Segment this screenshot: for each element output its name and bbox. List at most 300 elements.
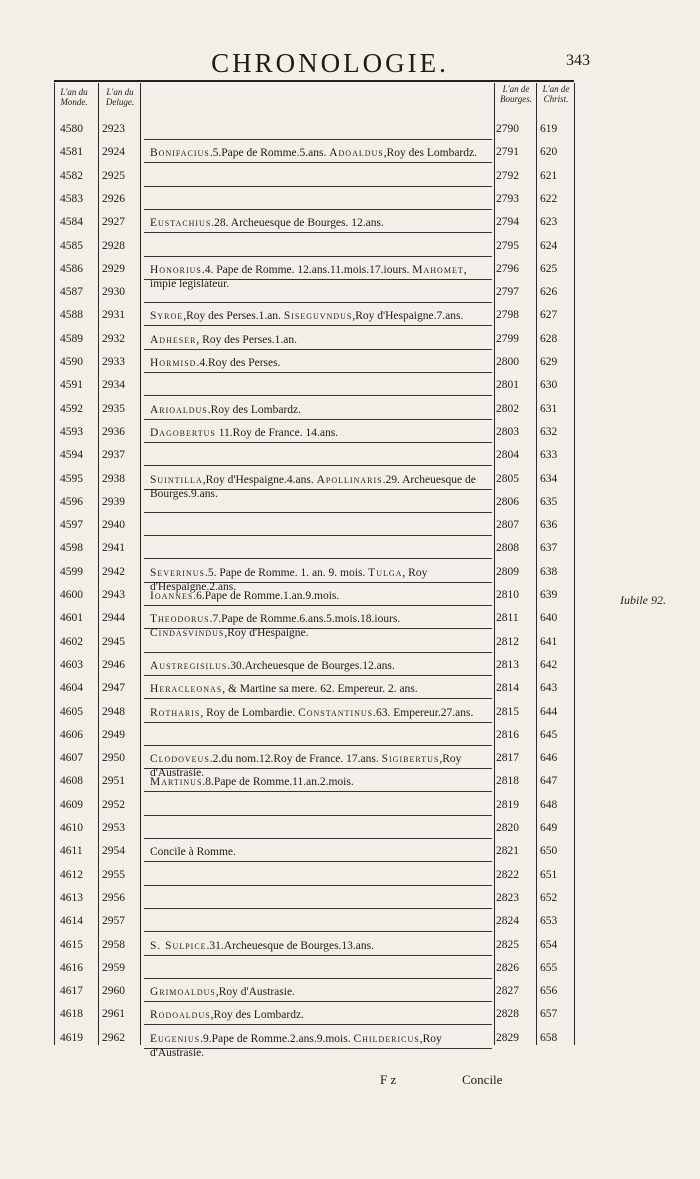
year-of-christ: 628 xyxy=(540,332,558,345)
year-of-bourges: 2821 xyxy=(496,845,519,858)
entry-detail-2: ,Roy d'Austrasie. xyxy=(150,1032,442,1059)
entry-detail: Concile à Romme. xyxy=(150,846,236,859)
entry-name-2: Constantinus xyxy=(298,706,374,719)
entry-name-2: Adoaldus xyxy=(329,147,384,160)
table-row xyxy=(54,516,574,536)
year-of-deluge: 2936 xyxy=(102,425,125,438)
year-of-christ: 642 xyxy=(540,658,558,671)
year-of-deluge: 2934 xyxy=(102,379,125,392)
year-of-bourges: 2792 xyxy=(496,169,519,182)
year-of-deluge: 2950 xyxy=(102,752,125,765)
year-of-bourges: 2823 xyxy=(496,891,519,904)
year-of-deluge: 2933 xyxy=(102,356,125,368)
row-rule xyxy=(144,675,492,676)
entry-name-2: Childericus xyxy=(353,1032,420,1045)
table-row xyxy=(54,796,574,816)
year-of-world: 4587 xyxy=(60,286,83,299)
year-of-deluge: 2939 xyxy=(102,495,125,508)
entry-text xyxy=(150,589,488,603)
year-of-christ: 630 xyxy=(540,379,558,392)
year-of-bourges: 2820 xyxy=(496,822,519,834)
entry-text xyxy=(150,216,488,230)
page-title: CHRONOLOGIE. xyxy=(211,48,449,78)
entry-text xyxy=(150,659,488,673)
year-of-bourges: 2810 xyxy=(496,589,519,601)
year-of-bourges: 2817 xyxy=(496,752,519,765)
year-of-world: 4594 xyxy=(60,449,83,462)
year-of-bourges: 2803 xyxy=(496,425,519,438)
year-of-bourges: 2826 xyxy=(496,961,519,974)
year-of-christ: 639 xyxy=(540,589,558,601)
year-of-deluge: 2930 xyxy=(102,286,125,299)
year-of-christ: 624 xyxy=(540,239,558,252)
row-rule xyxy=(144,302,492,303)
year-of-bourges: 2825 xyxy=(496,938,519,951)
year-of-world: 4582 xyxy=(60,169,83,182)
year-of-bourges: 2790 xyxy=(496,123,519,135)
year-of-bourges: 2793 xyxy=(496,192,519,205)
col-header-monde: L'an du Monde. xyxy=(60,87,88,107)
row-rule xyxy=(144,908,492,909)
table-row xyxy=(54,819,574,839)
year-of-christ: 658 xyxy=(540,1031,558,1044)
year-of-world: 4600 xyxy=(60,589,83,601)
year-of-bourges: 2816 xyxy=(496,728,519,741)
year-of-deluge: 2923 xyxy=(102,123,125,135)
year-of-bourges: 2799 xyxy=(496,332,519,345)
entry-name: Eustachius xyxy=(150,217,212,230)
year-of-bourges: 2797 xyxy=(496,286,519,299)
entry-detail: .30.Archeuesque de Bourges.12.ans. xyxy=(227,659,395,672)
entry-text xyxy=(150,1008,488,1022)
year-of-world: 4615 xyxy=(60,938,83,951)
year-of-world: 4604 xyxy=(60,682,83,695)
year-of-deluge: 2954 xyxy=(102,845,125,858)
table-row xyxy=(54,237,574,257)
entry-name: Suintilla xyxy=(150,473,203,486)
year-of-bourges: 2813 xyxy=(496,658,519,671)
year-of-world: 4580 xyxy=(60,123,83,135)
row-rule xyxy=(144,978,492,979)
year-of-world: 4593 xyxy=(60,425,83,438)
table-row xyxy=(54,120,574,140)
entry-name-2: Siseguvndus xyxy=(283,310,353,323)
year-of-deluge: 2945 xyxy=(102,635,125,648)
entry-name: Rotharis xyxy=(150,706,201,719)
entry-detail: , Roy de Lombardie. xyxy=(200,706,299,719)
entry-text xyxy=(150,426,488,440)
page-number: 343 xyxy=(566,52,590,69)
row-rule xyxy=(144,162,492,163)
year-of-bourges: 2815 xyxy=(496,705,519,718)
year-of-world: 4596 xyxy=(60,495,83,508)
entry-detail: .5. Pape de Romme. 1. an. 9. mois. xyxy=(204,566,369,579)
year-of-world: 4619 xyxy=(60,1031,83,1044)
year-of-bourges: 2806 xyxy=(496,495,519,508)
year-of-world: 4597 xyxy=(60,519,83,532)
margin-note: Iubile 92. xyxy=(620,593,666,607)
entry-detail-2: .29. Archeuesque de Bourges.9.ans. xyxy=(150,473,476,500)
year-of-deluge: 2955 xyxy=(102,868,125,881)
year-of-world: 4613 xyxy=(60,891,83,904)
year-of-deluge: 2959 xyxy=(102,961,125,974)
year-of-bourges: 2800 xyxy=(496,356,519,368)
year-of-world: 4590 xyxy=(60,356,83,368)
year-of-christ: 632 xyxy=(540,425,558,438)
year-of-christ: 653 xyxy=(540,915,558,928)
entry-detail: .5.Pape de Romme.5.ans. xyxy=(209,147,330,160)
row-rule xyxy=(144,535,492,536)
entry-detail-2: , impie legislateur. xyxy=(150,263,467,290)
entry-detail: , Roy des Perses.1.an. xyxy=(196,333,298,346)
year-of-deluge: 2943 xyxy=(102,589,125,601)
year-of-christ: 625 xyxy=(540,262,558,275)
year-of-world: 4611 xyxy=(60,845,83,858)
year-of-bourges: 2791 xyxy=(496,146,519,159)
entry-detail: ,Roy d'Hespaigne.4.ans. xyxy=(202,473,317,486)
year-of-deluge: 2941 xyxy=(102,542,125,555)
row-rule xyxy=(144,442,492,443)
entry-text xyxy=(150,333,488,347)
catchword: Concile xyxy=(462,1072,503,1087)
year-of-world: 4589 xyxy=(60,332,83,345)
table-row xyxy=(54,376,574,396)
entry-name: Ioannes xyxy=(150,590,194,602)
year-of-bourges: 2808 xyxy=(496,542,519,555)
row-rule xyxy=(144,558,492,559)
header-rule xyxy=(54,80,574,82)
entry-text xyxy=(150,612,488,640)
entry-detail-2: ,Roy d'Austrasie. xyxy=(150,753,462,780)
entry-text xyxy=(150,939,488,953)
year-of-deluge: 2935 xyxy=(102,402,125,415)
year-of-world: 4599 xyxy=(60,565,83,578)
entry-name-2: Cindasvindus xyxy=(150,627,225,640)
entry-detail-2: .63. Empereur.27.ans. xyxy=(373,706,474,719)
year-of-world: 4602 xyxy=(60,635,83,648)
year-of-world: 4603 xyxy=(60,658,83,671)
entry-name: Honorius xyxy=(150,263,202,276)
entry-detail-2: , Roy d'Hespaigne.2.ans. xyxy=(150,566,428,593)
rule-right xyxy=(574,83,575,1045)
year-of-world: 4583 xyxy=(60,192,83,205)
year-of-christ: 620 xyxy=(540,146,558,159)
row-rule xyxy=(144,325,492,326)
year-of-christ: 656 xyxy=(540,985,558,998)
entry-text xyxy=(150,473,488,501)
year-of-world: 4584 xyxy=(60,216,83,229)
row-rule xyxy=(144,652,492,653)
year-of-christ: 652 xyxy=(540,891,558,904)
row-rule xyxy=(144,395,492,396)
year-of-world: 4585 xyxy=(60,239,83,252)
entry-detail: ,Roy des Perses.1.an. xyxy=(183,310,284,323)
year-of-deluge: 2942 xyxy=(102,565,125,578)
year-of-bourges: 2804 xyxy=(496,449,519,462)
year-of-christ: 657 xyxy=(540,1008,558,1021)
row-rule xyxy=(144,815,492,816)
entry-name: Eugenius xyxy=(150,1032,201,1045)
year-of-christ: 646 xyxy=(540,752,558,765)
year-of-deluge: 2938 xyxy=(102,472,125,485)
year-of-deluge: 2957 xyxy=(102,915,125,928)
year-of-christ: 633 xyxy=(540,449,558,462)
year-of-christ: 635 xyxy=(540,495,558,508)
year-of-bourges: 2809 xyxy=(496,565,519,578)
entry-name: Bonifacius xyxy=(150,147,210,160)
row-rule xyxy=(144,209,492,210)
row-rule xyxy=(144,605,492,606)
row-rule xyxy=(144,698,492,699)
year-of-bourges: 2805 xyxy=(496,472,519,485)
year-of-christ: 629 xyxy=(540,356,558,368)
entry-detail: .31.Archeuesque de Bourges.13.ans. xyxy=(206,939,375,952)
row-rule xyxy=(144,139,492,140)
entry-name: Dagobertus xyxy=(150,426,216,439)
year-of-deluge: 2931 xyxy=(102,309,125,322)
entry-detail: .8.Pape de Romme.11.an.2.mois. xyxy=(202,776,354,789)
entry-text xyxy=(150,309,488,323)
entry-text xyxy=(150,356,488,370)
year-of-bourges: 2807 xyxy=(496,519,519,532)
entry-name: Adheser xyxy=(150,333,197,346)
year-of-world: 4595 xyxy=(60,472,83,485)
entry-name: Theodorus xyxy=(150,613,210,626)
row-rule xyxy=(144,955,492,956)
entry-name: S. Sulpice xyxy=(150,939,207,952)
row-rule xyxy=(144,791,492,792)
entry-detail: .Roy des Lombardz. xyxy=(207,403,302,416)
entry-name: Rodoaldus xyxy=(150,1009,211,1022)
year-of-deluge: 2926 xyxy=(102,192,125,205)
row-rule xyxy=(144,186,492,187)
entry-detail: .4.Roy des Perses. xyxy=(196,357,281,369)
entry-detail: .2.du nom.12.Roy de France. 17.ans. xyxy=(209,753,382,766)
year-of-world: 4601 xyxy=(60,612,83,625)
year-of-bourges: 2794 xyxy=(496,216,519,229)
row-rule xyxy=(144,861,492,862)
signature-mark: F z xyxy=(380,1072,397,1087)
entry-detail: ,Roy des Lombardz. xyxy=(210,1009,304,1022)
year-of-christ: 622 xyxy=(540,192,558,205)
year-of-world: 4610 xyxy=(60,822,83,834)
year-of-bourges: 2814 xyxy=(496,682,519,695)
year-of-world: 4592 xyxy=(60,402,83,415)
entry-text xyxy=(150,682,488,696)
year-of-deluge: 2924 xyxy=(102,146,125,159)
year-of-christ: 648 xyxy=(540,798,558,811)
row-rule xyxy=(144,419,492,420)
year-of-world: 4608 xyxy=(60,775,83,788)
year-of-deluge: 2925 xyxy=(102,169,125,182)
col-header-christ: L'an de Christ. xyxy=(542,84,570,104)
year-of-deluge: 2956 xyxy=(102,891,125,904)
row-rule xyxy=(144,349,492,350)
row-rule xyxy=(144,722,492,723)
entry-name: Austregisilus xyxy=(150,659,228,672)
col-header-deluge: L'an du Deluge. xyxy=(105,87,135,107)
year-of-world: 4605 xyxy=(60,705,83,718)
year-of-bourges: 2822 xyxy=(496,868,519,881)
year-of-bourges: 2798 xyxy=(496,309,519,322)
year-of-christ: 641 xyxy=(540,635,558,648)
year-of-christ: 631 xyxy=(540,402,558,415)
row-rule xyxy=(144,885,492,886)
year-of-world: 4612 xyxy=(60,868,83,881)
year-of-deluge: 2944 xyxy=(102,612,125,625)
year-of-deluge: 2927 xyxy=(102,216,125,229)
year-of-christ: 619 xyxy=(540,123,558,135)
table-row xyxy=(54,446,574,466)
entry-detail-2: ,Roy des Lombardz. xyxy=(383,147,477,160)
entry-text xyxy=(150,263,488,291)
year-of-world: 4618 xyxy=(60,1008,83,1021)
year-of-world: 4598 xyxy=(60,542,83,555)
year-of-deluge: 2960 xyxy=(102,985,125,998)
year-of-bourges: 2818 xyxy=(496,775,519,788)
entry-detail: .7.Pape de Romme.6.ans.5.mois.18.iours. xyxy=(209,613,401,626)
row-rule xyxy=(144,465,492,466)
year-of-bourges: 2828 xyxy=(496,1008,519,1021)
year-of-deluge: 2947 xyxy=(102,682,125,695)
year-of-bourges: 2827 xyxy=(496,985,519,998)
year-of-christ: 654 xyxy=(540,938,558,951)
row-rule xyxy=(144,931,492,932)
year-of-christ: 627 xyxy=(540,309,558,322)
entry-text xyxy=(150,1032,488,1060)
year-of-christ: 636 xyxy=(540,519,558,532)
entry-name: Severinus xyxy=(150,566,205,579)
year-of-deluge: 2958 xyxy=(102,938,125,951)
entry-text xyxy=(150,706,488,720)
entry-detail-2: ,Roy d'Hespaigne. xyxy=(224,627,309,640)
year-of-christ: 643 xyxy=(540,682,558,695)
entry-detail: .6.Pape de Romme.1.an.9.mois. xyxy=(193,590,340,602)
entry-name: Martinus xyxy=(150,776,203,789)
year-of-christ: 640 xyxy=(540,612,558,625)
entry-name-2: Tulga xyxy=(368,566,403,579)
year-of-christ: 647 xyxy=(540,775,558,788)
entry-text xyxy=(150,403,488,417)
table-row xyxy=(54,889,574,909)
year-of-deluge: 2928 xyxy=(102,239,125,252)
entry-name: Arioaldus xyxy=(150,403,208,416)
year-of-deluge: 2946 xyxy=(102,658,125,671)
year-of-deluge: 2961 xyxy=(102,1008,125,1021)
year-of-world: 4614 xyxy=(60,915,83,928)
entry-text xyxy=(150,146,488,160)
row-rule xyxy=(144,372,492,373)
year-of-world: 4591 xyxy=(60,379,83,392)
year-of-christ: 645 xyxy=(540,728,558,741)
year-of-world: 4616 xyxy=(60,961,83,974)
year-of-deluge: 2962 xyxy=(102,1031,125,1044)
year-of-world: 4588 xyxy=(60,309,83,322)
year-of-deluge: 2949 xyxy=(102,728,125,741)
year-of-deluge: 2948 xyxy=(102,705,125,718)
year-of-world: 4586 xyxy=(60,262,83,275)
table-row xyxy=(54,726,574,746)
year-of-christ: 651 xyxy=(540,868,558,881)
year-of-bourges: 2819 xyxy=(496,798,519,811)
entry-detail-2: ,Roy d'Hespaigne.7.ans. xyxy=(352,310,464,323)
row-rule xyxy=(144,256,492,257)
year-of-christ: 626 xyxy=(540,286,558,299)
year-of-deluge: 2940 xyxy=(102,519,125,532)
row-rule xyxy=(144,838,492,839)
year-of-deluge: 2932 xyxy=(102,332,125,345)
year-of-bourges: 2801 xyxy=(496,379,519,392)
year-of-christ: 634 xyxy=(540,472,558,485)
entry-name: Syroe xyxy=(150,310,184,323)
year-of-christ: 621 xyxy=(540,169,558,182)
year-of-bourges: 2824 xyxy=(496,915,519,928)
year-of-christ: 644 xyxy=(540,705,558,718)
table-row xyxy=(54,866,574,886)
year-of-deluge: 2951 xyxy=(102,775,125,788)
entry-detail: .4. Pape de Romme. 12.ans.11.mois.17.iours. xyxy=(201,263,413,276)
year-of-world: 4606 xyxy=(60,728,83,741)
year-of-christ: 649 xyxy=(540,822,558,834)
year-of-deluge: 2937 xyxy=(102,449,125,462)
row-rule xyxy=(144,232,492,233)
year-of-bourges: 2795 xyxy=(496,239,519,252)
row-rule xyxy=(144,745,492,746)
year-of-bourges: 2802 xyxy=(496,402,519,415)
entry-name: Clodoveus xyxy=(150,753,210,766)
year-of-bourges: 2796 xyxy=(496,262,519,275)
row-rule xyxy=(144,1001,492,1002)
year-of-world: 4609 xyxy=(60,798,83,811)
entry-detail: ,Roy d'Austrasie. xyxy=(215,986,295,999)
entry-detail: .28. Archeuesque de Bourges. 12.ans. xyxy=(211,217,384,230)
row-rule xyxy=(144,512,492,513)
year-of-world: 4617 xyxy=(60,985,83,998)
entry-name-2: Mahomet xyxy=(412,263,464,276)
year-of-christ: 650 xyxy=(540,845,558,858)
entry-detail: 11.Roy de France. 14.ans. xyxy=(215,426,339,439)
year-of-deluge: 2929 xyxy=(102,262,125,275)
table-row xyxy=(54,912,574,932)
year-of-world: 4581 xyxy=(60,146,83,159)
year-of-christ: 637 xyxy=(540,542,558,555)
table-row xyxy=(54,190,574,210)
entry-name: Heracleonas xyxy=(150,683,223,696)
entry-detail: .9.Pape de Romme.2.ans.9.mois. xyxy=(200,1032,354,1045)
col-header-bourges: L'an de Bourges. xyxy=(500,84,532,104)
entry-name-2: Apollinaris xyxy=(316,473,383,486)
year-of-bourges: 2812 xyxy=(496,635,519,648)
table-row xyxy=(54,539,574,559)
table-row xyxy=(54,959,574,979)
entry-detail: , & Martine sa mere. 62. Empereur. 2. ans. xyxy=(222,683,418,696)
entry-text xyxy=(150,985,488,999)
entry-text xyxy=(150,775,488,789)
year-of-christ: 655 xyxy=(540,961,558,974)
year-of-christ: 638 xyxy=(540,565,558,578)
entry-name-2: Sigibertus xyxy=(381,753,440,766)
row-rule xyxy=(144,1024,492,1025)
year-of-bourges: 2829 xyxy=(496,1031,519,1044)
year-of-bourges: 2811 xyxy=(496,612,519,625)
entry-name: Hormisd xyxy=(150,357,197,369)
table-row xyxy=(54,167,574,187)
year-of-deluge: 2952 xyxy=(102,798,125,811)
entry-name: Grimoaldus xyxy=(150,986,216,999)
entry-text xyxy=(150,845,488,859)
year-of-deluge: 2953 xyxy=(102,822,125,834)
year-of-world: 4607 xyxy=(60,752,83,765)
